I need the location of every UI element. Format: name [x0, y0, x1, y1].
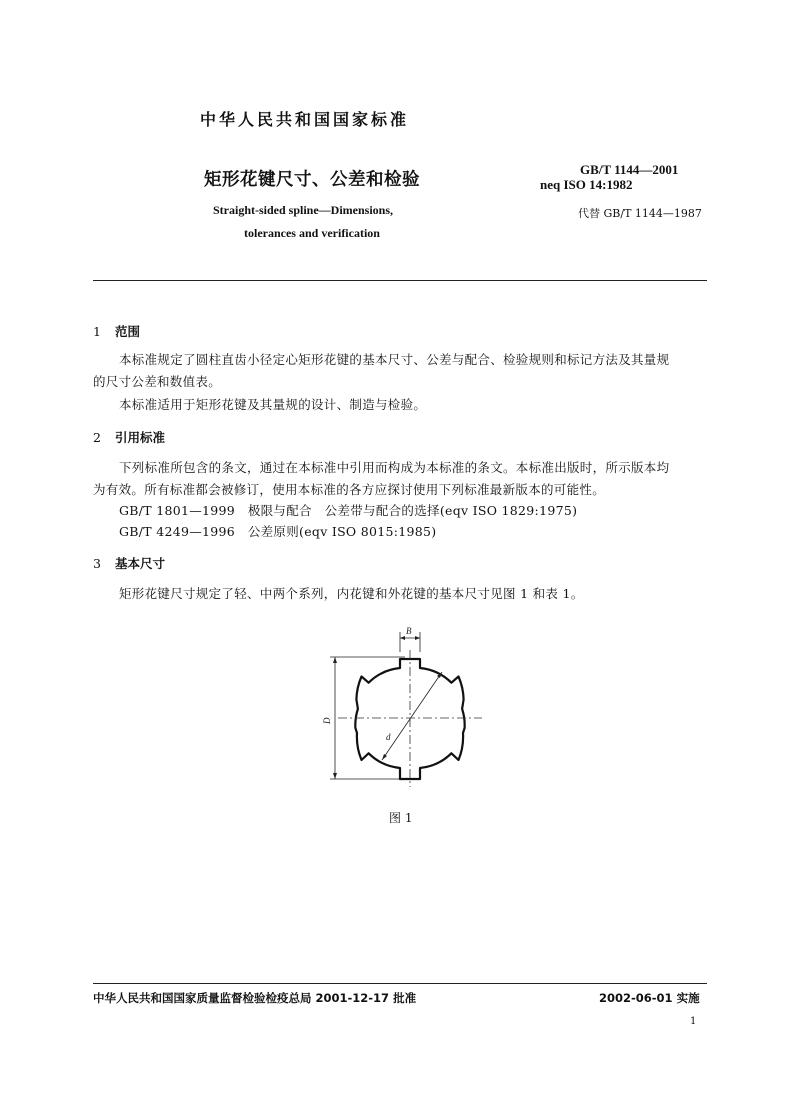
header-divider — [93, 280, 707, 281]
approval-issuer: 中华人民共和国国家质量监督检验检疫总局 2001-12-17 批准 — [93, 991, 417, 1005]
section-1-heading — [93, 322, 140, 340]
replaces-reference: 代替 GB/T 1144—1987 — [578, 207, 702, 220]
title-english-line1: Straight-sided spline—Dimensions, — [213, 203, 394, 217]
dimension-label-d: d — [386, 732, 391, 742]
paragraph: 本标准适用于矩形花键及其量规的设计、制造与检验。 — [119, 397, 427, 412]
section-3-heading — [93, 554, 165, 572]
page-number: 1 — [690, 1016, 697, 1027]
spline-figure — [320, 622, 490, 792]
national-standard-heading: 中华人民共和国国家标准 — [200, 110, 410, 129]
effective-date: 2002-06-01 实施 — [599, 991, 700, 1005]
section-number: 1 — [93, 324, 101, 339]
title-english-line2: tolerances and verification — [244, 226, 380, 240]
section-2-heading — [93, 428, 165, 446]
section-title: 基本尺寸 — [114, 556, 165, 571]
paragraph: 矩形花键尺寸规定了轻、中两个系列，内花键和外花键的基本尺寸见图 1 和表 1。 — [119, 586, 584, 601]
equivalence-reference: neq ISO 14:1982 — [540, 177, 633, 192]
section-number: 2 — [93, 430, 101, 445]
section-title: 引用标准 — [114, 430, 165, 445]
paragraph: 本标准规定了圆柱直齿小径定心矩形花键的基本尺寸、公差与配合、检验规则和标记方法及其量规 — [119, 352, 670, 367]
reference-item: GB/T 4249—1996 公差原则(eqv ISO 8015:1985) — [119, 524, 437, 539]
paragraph: 为有效。所有标准都会被修订，使用本标准的各方应探讨使用下列标准最新版本的可能性。 — [93, 482, 606, 497]
section-number: 3 — [93, 556, 101, 571]
reference-item: GB/T 1801—1999 极限与配合 公差带与配合的选择(eqv ISO 1829:1975) — [119, 503, 578, 518]
dimension-label-D: D — [322, 717, 332, 724]
footer-divider — [93, 983, 707, 984]
figure-caption: 图 1 — [389, 811, 413, 825]
standard-number: GB/T 1144—2001 — [580, 162, 679, 177]
dimension-label-B: B — [406, 626, 412, 636]
document-title: 矩形花键尺寸、公差和检验 — [204, 170, 420, 190]
section-title: 范围 — [114, 324, 140, 339]
paragraph: 的尺寸公差和数值表。 — [93, 374, 222, 389]
paragraph: 下列标准所包含的条文，通过在本标准中引用而构成为本标准的条文。本标准出版时，所示版本均 — [119, 460, 670, 475]
